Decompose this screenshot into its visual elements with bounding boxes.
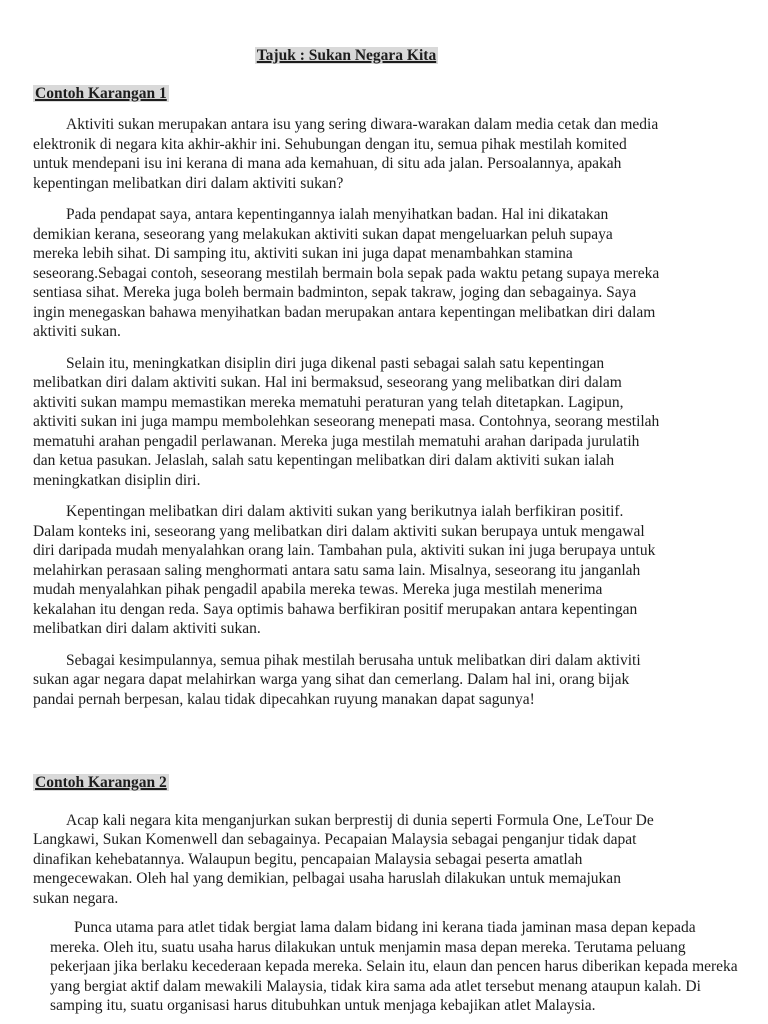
paragraph-punca-utama: Punca utama para atlet tidak bergiat lama dalam bidang ini kerana tiada jaminan masa depan kepada mereka. Oleh itu, suatu usaha harus dilakukan untuk menjamin masa depan mereka. Terutama peluang pekerjaan jika berlaku kecederaan kepada mereka. Selain itu, elaun dan pencen harus diberikan kepada mereka yang bergiat aktif dalam mewakili Malaysia, tidak kira sama ada atlet tersebut menang ataupun kalah. Di samping itu, suatu organisasi harus ditubuhkan untuk menjaga kebajikan atlet Malaysia. (50, 919, 738, 1014)
paragraph-disiplin-diri: Selain itu, meningkatkan disiplin diri juga dikenal pasti sebagai salah satu kepentingan melibatkan diri dalam aktiviti sukan. Hal ini bermaksud, seseorang yang melibatkan diri dalam aktiviti sukan mampu memastikan mereka mematuhi peraturan yang telah ditetapkan. Lagipun, aktiviti sukan ini juga mampu membolehkan seseorang menepati masa. Contohnya, seorang mestilah mematuhi arahan pengadil perlawanan. Mereka juga mestilah mematuhi arahan daripada jurulatih dan ketua pasukan. Jelaslah, salah satu kepentingan melibatkan diri dalam aktiviti sukan ialah meningkatkan disiplin diri. (33, 354, 660, 489)
section-2-heading-text: Contoh Karangan 2 (35, 774, 167, 791)
section-contoh-karangan-2 (33, 773, 738, 1016)
section-2-heading (33, 773, 660, 793)
paragraph-intro-karangan-2: Acap kali negara kita menganjurkan sukan berprestij di dunia seperti Formula One, LeTour De Langkawi, Sukan Komenwell dan sebagainya. Pecapaian Malaysia sebagai penganjur tidak dapat dinafikan kehebatannya. Walaupun begitu, pencapaian Malaysia sebagai peserta amatlah mengecewakan. Oleh hal yang demikian, pelbagai usaha haruslah dilakukan untuk memajukan sukan negara. (33, 811, 654, 907)
paragraph-kesimpulan-karangan-1: Sebagai kesimpulannya, semua pihak mestilah berusaha untuk melibatkan diri dalam aktiviti sukan agar negara dapat melahirkan warga yang sihat dan cemerlang. Dalam hal ini, orang bijak pandai pernah berpesan, kalau tidak dipecahkan ruyung manakan dapat sagunya! (33, 651, 641, 708)
section-1-heading-text: Contoh Karangan 1 (35, 84, 167, 102)
document-title-text: Tajuk : Sukan Negara Kita (256, 47, 437, 64)
document-title (33, 46, 660, 66)
paragraph-menyihatkan-badan: Pada pendapat saya, antara kepentingannya ialah menyihatkan badan. Hal ini dikatakan demikian kerana, seseorang yang melakukan aktiviti sukan dapat mengeluarkan peluh supaya mereka lebih sihat. Di samping itu, aktiviti sukan ini juga dapat menambahkan stamina seseorang.Sebagai contoh, seseorang mestilah bermain bola sepak pada waktu petang supaya mereka sentiasa sihat. Mereka juga boleh bermain badminton, sepak takraw, joging dan sebagainya. Saya ingin menegaskan bahawa menyihatkan badan merupakan antara kepentingan melibatkan diri dalam aktiviti sukan. (33, 206, 660, 340)
section-contoh-karangan-1 (33, 84, 660, 710)
paragraph-intro-karangan-1: Aktiviti sukan merupakan antara isu yang sering diwara-warakan dalam media cetak dan media elektronik di negara kita akhir-akhir ini. Sehubungan dengan itu, semua pihak mestilah komited untuk mendepani isu ini kerana di mana ada kemahuan, di situ ada jalan. Persoalannya, apakah kepentingan melibatkan diri dalam aktiviti sukan? (33, 116, 659, 192)
section-1-heading (33, 84, 660, 104)
paragraph-berfikiran-positif: Kepentingan melibatkan diri dalam aktiviti sukan yang berikutnya ialah berfikiran positif. Dalam konteks ini, seseorang yang melibatkan diri dalam aktiviti sukan berupaya untuk mengawal diri daripada mudah menyalahkan orang lain. Tambahan pula, aktiviti sukan ini juga berupaya untuk melahirkan perasaan saling menghormati antara satu sama lain. Misalnya, seseorang itu janganlah mudah menyalahkan pihak pengadil apabila mereka tewas. Mereka juga mestilah menerima kekalahan itu dengan reda. Saya optimis bahawa berfikiran positif merupakan antara kepentingan melibatkan diri dalam aktiviti sukan. (33, 503, 656, 637)
document-content (33, 46, 738, 1016)
